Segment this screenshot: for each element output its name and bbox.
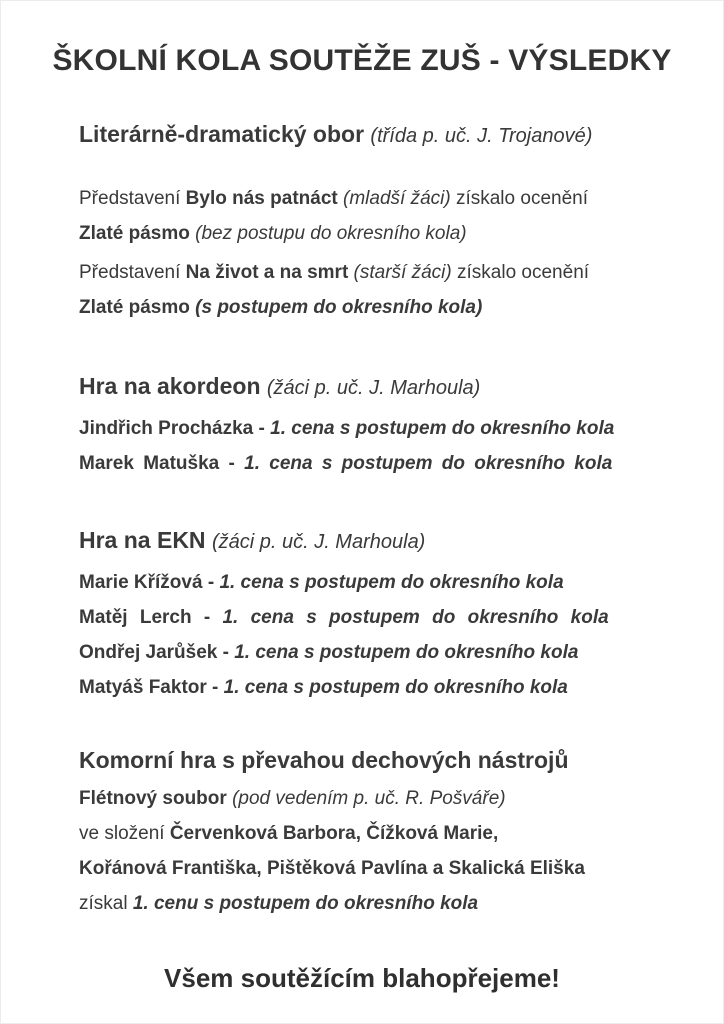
performance-title: Bylo nás patnáct [185, 188, 338, 209]
award-text: 1. cena s postupem do okresního kola [223, 677, 568, 698]
section-heading-note: (žáci p. uč. J. Marhoula) [266, 377, 481, 399]
age-group-note: (mladší žáci) [337, 188, 451, 209]
section-body [79, 181, 723, 325]
advance-note: (s postupem do okresního kola) [195, 297, 483, 318]
section-body [79, 781, 723, 921]
result-line [79, 851, 723, 886]
section-heading-note: (třída p. uč. J. Trojanové) [370, 125, 593, 147]
student-entry [79, 670, 723, 705]
text-run: Představení [79, 262, 186, 283]
text-run: získal [79, 893, 133, 914]
separator: - [202, 572, 220, 593]
result-line [79, 181, 723, 216]
award-text: 1. cena s postupem do okresního kola [219, 572, 564, 593]
text-run: ve složení [79, 823, 170, 844]
section-heading [79, 371, 723, 403]
section-hra-na-akordeon [79, 371, 723, 481]
member-names: Červenková Barbora, Čížková Marie, [169, 823, 499, 844]
section-body [79, 565, 723, 705]
result-line [79, 781, 723, 816]
separator: - [219, 453, 245, 474]
result-line [79, 816, 723, 851]
award-text: 1. cena s postupem do okresního kola [244, 453, 613, 474]
result-line [79, 886, 723, 921]
student-entry [79, 411, 723, 446]
result-line [79, 255, 723, 290]
student-entry [79, 446, 723, 481]
closing-message: Všem soutěžícím blahopřejeme! [164, 963, 560, 993]
section-heading [79, 745, 723, 775]
section-heading [79, 119, 723, 151]
separator: - [253, 418, 271, 439]
text-run: získalo ocenění [451, 262, 590, 283]
section-heading-note: (žáci p. uč. J. Marhoula) [211, 531, 426, 553]
performance-title: Na život a na smrt [185, 262, 349, 283]
award-text: 1. cena s postupem do okresního kola [234, 642, 579, 663]
section-heading-text: Literárně-dramatický obor [79, 121, 365, 147]
student-entry [79, 635, 723, 670]
section-heading-text: Hra na akordeon [79, 373, 261, 399]
award-band: Zlaté pásmo [79, 223, 190, 244]
award-text: 1. cena s postupem do okresního kola [222, 607, 609, 628]
student-name: Matěj Lerch [79, 607, 192, 628]
section-komorni-hra [79, 745, 723, 921]
student-name: Matyáš Faktor [79, 677, 207, 698]
separator: - [217, 642, 235, 663]
advance-note: (bez postupu do okresního kola) [189, 223, 467, 244]
student-entry [79, 600, 723, 635]
ensemble-name: Flétnový soubor [79, 788, 227, 809]
section-body [79, 411, 723, 481]
text-run: Představení [79, 188, 186, 209]
award-text: 1. cenu s postupem do okresního kola [132, 893, 479, 914]
text-run: získalo ocenění [450, 188, 588, 209]
result-line [79, 290, 723, 325]
section-heading-text: Komorní hra s převahou dechových nástrojů [79, 747, 569, 773]
age-group-note: (starší žáci) [348, 262, 452, 283]
student-entry [79, 565, 723, 600]
result-line [79, 216, 723, 251]
student-name: Marie Křížová [79, 572, 203, 593]
section-hra-na-ekn [79, 525, 723, 705]
award-band: Zlaté pásmo [79, 297, 196, 318]
separator: - [206, 677, 224, 698]
document-title: ŠKOLNÍ KOLA SOUTĚŽE ZUŠ - VÝSLEDKY [52, 44, 672, 77]
conductor-note: (pod vedením p. uč. R. Pošváře) [226, 788, 506, 809]
student-name: Marek Matuška [79, 453, 220, 474]
student-name: Ondřej Jarůšek [79, 642, 218, 663]
member-names: Kořánová Františka, Pištěková Pavlína a Skalická Eliška [79, 858, 585, 879]
student-name: Jindřich Procházka [79, 418, 254, 439]
award-text: 1. cena s postupem do okresního kola [270, 418, 615, 439]
section-heading [79, 525, 723, 557]
section-heading-text: Hra na EKN [79, 527, 206, 553]
separator: - [191, 607, 223, 628]
section-literarne-dramaticky-obor [79, 119, 723, 325]
